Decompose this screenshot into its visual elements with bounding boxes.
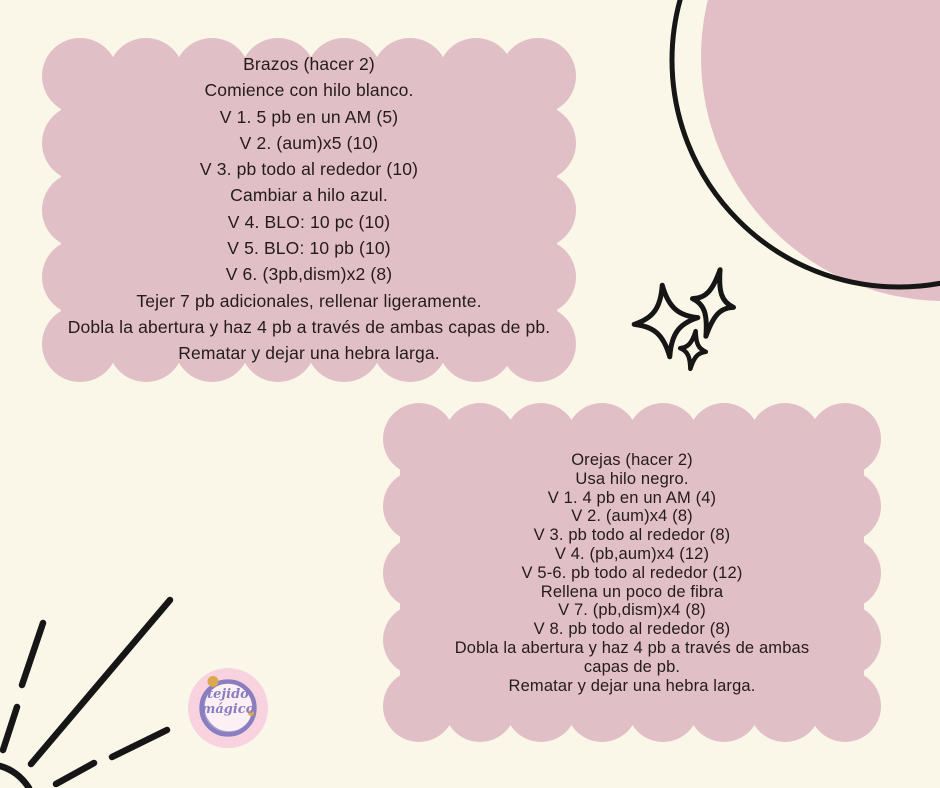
pattern-line: Comience con hilo blanco. (204, 80, 414, 101)
pattern-line: Cambiar a hilo azul. (230, 185, 388, 206)
pattern-line: V 4. BLO: 10 pc (10) (227, 211, 391, 232)
pattern-line: Dobla la abertura y haz 4 pb a través de ambas (454, 638, 810, 657)
orejas-instructions (383, 451, 881, 695)
ray-line (22, 623, 43, 685)
rays-icon (0, 590, 185, 788)
ray-line (56, 763, 94, 784)
pattern-line: V 5. BLO: 10 pb (10) (227, 238, 391, 259)
pattern-line: V 2. (aum)x4 (8) (571, 507, 693, 526)
pattern-line: V 4. (pb,aum)x4 (12) (554, 544, 710, 563)
pattern-line: V 2. (aum)x5 (10) (239, 132, 379, 153)
pattern-line: V 5-6. pb todo al rededor (12) (521, 563, 743, 582)
pattern-line: V 1. 4 pb en un AM (4) (547, 488, 717, 507)
yarn-ball-icon (208, 676, 219, 687)
pattern-line: V 7. (pb,dism)x4 (8) (558, 601, 706, 620)
pattern-line: V 1. 5 pb en un AM (5) (219, 106, 399, 127)
logo-word-1: tejido (207, 687, 249, 702)
ray-line (3, 707, 17, 750)
pattern-line: Rematar y dejar una hebra larga. (178, 343, 440, 364)
logo-word-2: mágico (201, 701, 255, 717)
brazos-instructions (42, 51, 576, 367)
panel-title: Brazos (hacer 2) (243, 54, 375, 74)
sparkle-medium (685, 265, 740, 340)
pattern-line: Usa hilo negro. (575, 469, 689, 488)
pattern-line: V 3. pb todo al rededor (10) (199, 159, 419, 180)
ray-arc (0, 766, 29, 788)
pattern-line: Tejer 7 pb adicionales, rellenar ligeramente. (136, 290, 482, 311)
pattern-line: capas de pb. (583, 657, 681, 676)
pattern-line: V 6. (3pb,dism)x2 (8) (225, 264, 393, 285)
pattern-line: V 3. pb todo al rededor (8) (533, 526, 731, 545)
pattern-line: Rellena un poco de fibra (540, 582, 724, 601)
sparkles-icon (625, 255, 770, 380)
pattern-line: V 8. pb todo al rededor (8) (533, 620, 731, 639)
ray-line (112, 730, 167, 757)
pattern-line: Dobla la abertura y haz 4 pb a través de ambas capas de pb. (67, 316, 551, 337)
logo-wordmark (188, 688, 268, 717)
panel-title: Orejas (hacer 2) (571, 451, 693, 469)
pattern-line: Rematar y dejar una hebra larga. (508, 676, 756, 695)
